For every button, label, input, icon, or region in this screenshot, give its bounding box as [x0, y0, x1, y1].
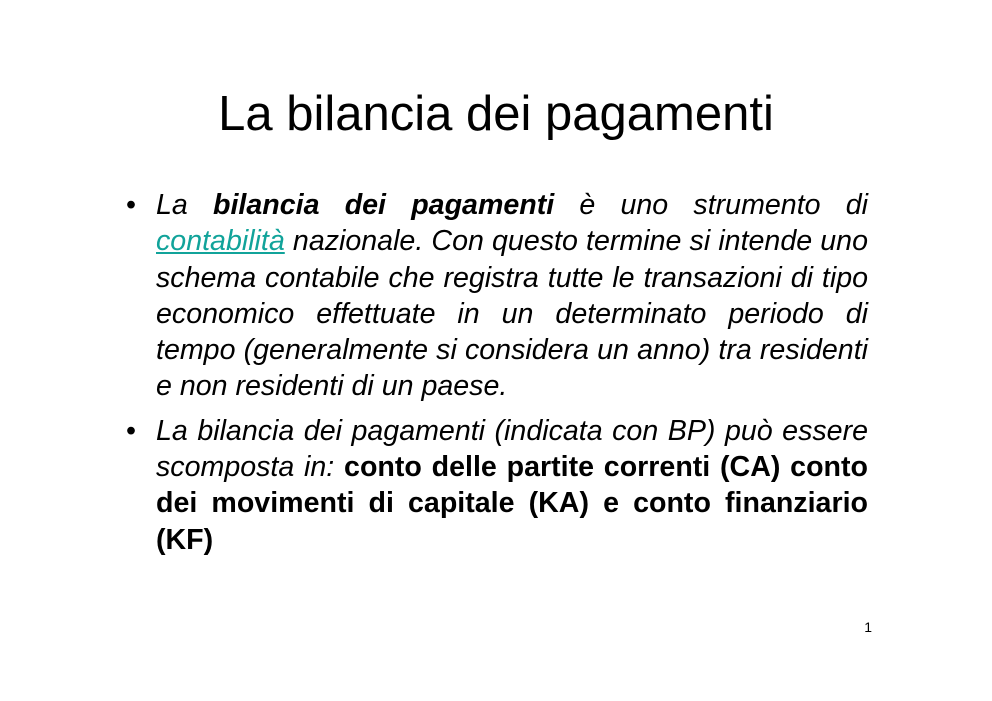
bullet-text: La bilancia dei pagamenti (indicata con BP) può essere scomposta in:: [156, 414, 868, 484]
bold-accounts-text: conto delle partite correnti (CA) conto dei movimenti di capitale (KA) e conto finanziario (KF): [156, 451, 868, 556]
bullet-list: [126, 187, 868, 566]
bullet-item-definition: [126, 187, 868, 405]
bullet-text: nazionale. Con questo termine si intende uno schema contabile che registra tutte le transazioni di tipo economico effettuate in un determinato periodo di tempo (generalmente si considera un anno) tra residenti e non residenti di un paese.: [156, 225, 868, 403]
bullet-text: è uno strumento di: [554, 189, 869, 221]
slide-title: La bilancia dei pagamenti: [218, 87, 774, 141]
bullet-dot-icon: •: [126, 414, 137, 447]
page-number: 1: [864, 619, 872, 635]
bullet-item-composition: [126, 413, 868, 558]
bullet-text: La: [156, 189, 214, 221]
contabilita-link[interactable]: contabilità: [156, 225, 285, 258]
bullet-dot-icon: •: [126, 189, 137, 221]
bold-term: bilancia dei pagamenti: [213, 189, 555, 221]
